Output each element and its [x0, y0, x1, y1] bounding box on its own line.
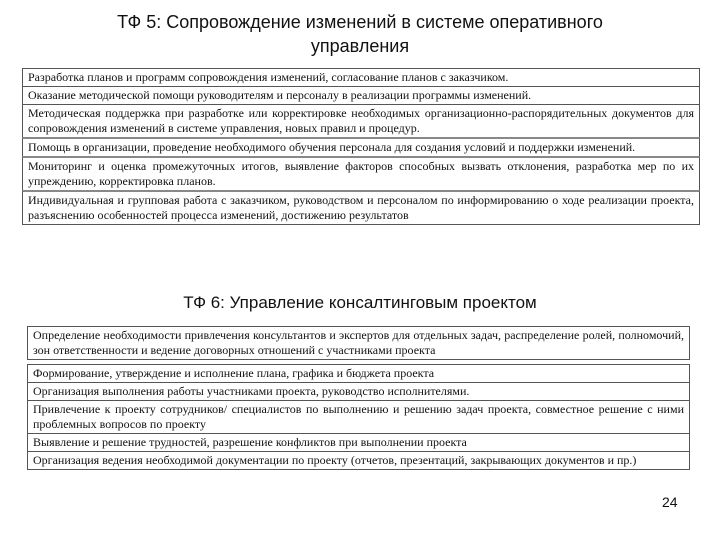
section1-title-line2: управления	[310, 36, 410, 56]
section1-row: Индивидуальная и групповая работа с заказчиком, руководством и персоналом по информированию о ходе реализации проекта, разъяснению особенностей процесса изменений, достижению результатов	[22, 190, 700, 225]
section2-row: Выявление и решение трудностей, разрешение конфликтов при выполнении проекта	[27, 433, 690, 452]
section1-row: Разработка планов и программ сопровождения изменений, согласование планов с заказчиком.	[22, 68, 700, 87]
section1-row: Помощь в организации, проведение необходимого обучения персонала для создания условий и поддержки изменений.	[22, 137, 700, 157]
section1-title	[60, 10, 660, 58]
section2-row: Привлечение к проекту сотрудников/ специалистов по выполнению и решению задач проекта, совместное решение с ними проблемных вопросов по проекту	[27, 400, 690, 434]
section2-table	[27, 326, 690, 470]
section1-row: Методическая поддержка при разработке или корректировке необходимых организационно-распорядительных документов для сопровождения изменений в системе управления, новых правил и процедур.	[22, 104, 700, 138]
section1-row: Оказание методической помощи руководителям и персоналу в реализации программы изменений.	[22, 86, 700, 105]
section1-row: Мониторинг и оценка промежуточных итогов, выявление факторов способных вызвать отклонения, разработка мер по их упреждению, корректировка планов.	[22, 156, 700, 191]
section2-row: Формирование, утверждение и исполнение плана, графика и бюджета проекта	[27, 364, 690, 383]
section1-title-line1: ТФ 5: Сопровождение изменений в системе оперативного	[117, 12, 603, 32]
section2-row: Определение необходимости привлечения консультантов и экспертов для отдельных задач, распределение ролей, полномочий, зон ответственности и ведение договорных отношений с участниками проекта	[27, 326, 690, 360]
section2-title: ТФ 6: Управление консалтинговым проектом	[183, 293, 537, 312]
section2-row: Организация выполнения работы участниками проекта, руководство исполнителями.	[27, 382, 690, 401]
section2-row: Организация ведения необходимой документации по проекту (отчетов, презентаций, закрывающих документов и пр.)	[27, 451, 690, 470]
section1-table	[22, 68, 700, 225]
page-number: 24	[662, 494, 678, 510]
